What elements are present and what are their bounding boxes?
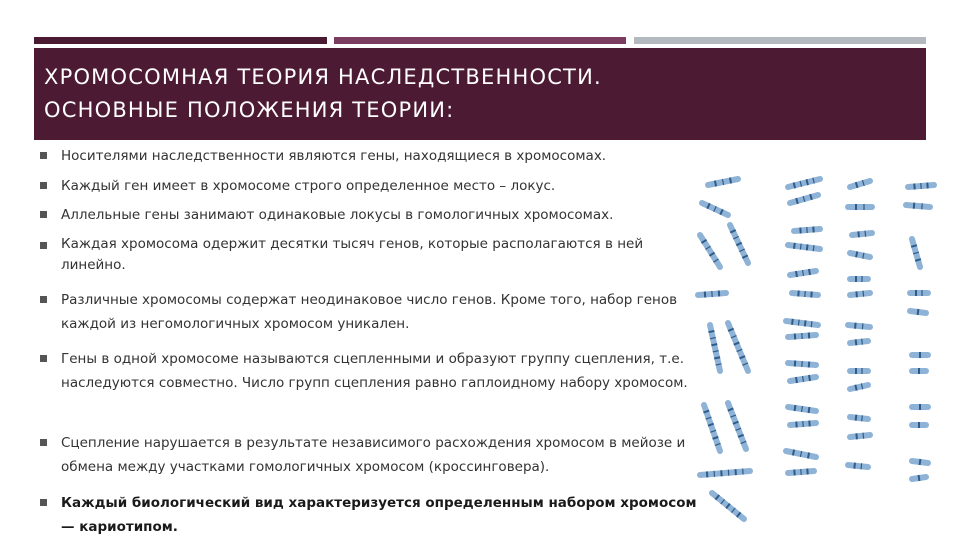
chromosome — [788, 178, 820, 189]
bullet-text: Носителями наследственности являются гены, находящиеся в хромосомах. — [61, 148, 607, 164]
chromosome — [712, 493, 744, 519]
chromosome — [912, 475, 926, 481]
chromosome — [700, 235, 720, 267]
chromosome — [794, 227, 820, 234]
chromosome — [728, 403, 746, 449]
karyotype-svg — [690, 175, 945, 530]
chromosome — [910, 290, 928, 296]
bullet-text: Каждый биологический вид характеризуется определенным набором хромосом — кариотипом. — [61, 495, 697, 535]
karyotype-chromosomes-illustration-icon — [690, 175, 945, 530]
bullet-text: Гены в одной хромосоме называются сцепленными и образуют группу сцепления, т.е. наследуются совместно. Число групп сцепления равно гаплоидному набору хромосом. — [61, 351, 688, 391]
chromosome — [790, 421, 816, 428]
chromosome — [792, 291, 818, 298]
chromosome — [850, 433, 870, 440]
bullet-text: Каждая хромосома одержит десятки тысяч генов, которые располагаются в ней линейно. — [61, 236, 644, 273]
accent-bar-gray — [634, 37, 926, 44]
chromosome — [790, 194, 818, 204]
bullet-item-6 — [40, 347, 705, 395]
bullet-item-5 — [40, 288, 705, 336]
chromosome — [848, 204, 872, 210]
chromosome — [850, 339, 868, 346]
bullet-item-4 — [40, 234, 705, 276]
title-banner — [34, 48, 926, 140]
bullet-item-2 — [40, 174, 705, 198]
chromosome — [850, 180, 870, 188]
bullet-text: Аллельные гены занимают одинаковые локусы в гомологичных хромосомах. — [61, 207, 614, 223]
chromosome — [850, 291, 870, 298]
chromosome — [788, 405, 816, 413]
chromosome — [912, 352, 928, 358]
chromosome — [702, 203, 728, 215]
bullet-item-8 — [40, 491, 705, 539]
chromosome — [912, 368, 926, 374]
chromosome — [908, 183, 934, 190]
chromosome — [850, 415, 868, 422]
chromosome — [910, 309, 926, 315]
chromosome — [786, 319, 818, 327]
bullet-item-7 — [40, 431, 705, 479]
chromosome — [850, 276, 868, 282]
bullet-item-1 — [40, 144, 705, 168]
chromosome — [786, 450, 816, 459]
chromosome — [911, 239, 921, 267]
chromosome — [708, 325, 721, 371]
bullet-item-3 — [40, 203, 705, 227]
chromosome — [708, 178, 738, 187]
chromosome — [850, 251, 870, 258]
chromosome — [912, 459, 928, 465]
bullet-text: Различные хромосомы содержат неодинаковое число генов. Кроме того, набор генов каждой из негомологичных хромосом уникален. — [61, 292, 678, 332]
chromosome — [912, 404, 928, 410]
chromosome — [788, 469, 814, 476]
accent-bar-plum — [334, 37, 626, 44]
slide-title-line-1: ХРОМОСОМНАЯ ТЕОРИЯ НАСЛЕДСТВЕННОСТИ. — [44, 65, 602, 89]
chromosome — [700, 469, 750, 478]
chromosome — [788, 333, 816, 340]
chromosome — [790, 269, 816, 277]
chromosome — [790, 375, 816, 383]
chromosome — [912, 422, 926, 428]
chromosome — [848, 323, 870, 330]
chromosome — [728, 323, 748, 371]
bullet-text: Сцепление нарушается в результате независимого расхождения хромосом в мейозе и обмена между участками гомологичных хромосом (кроссинговера). — [61, 435, 686, 475]
slide-title-line-2: ОСНОВНЫЕ ПОЛОЖЕНИЯ ТЕОРИИ: — [44, 98, 455, 122]
bullet-text: Каждый ген имеет в хромосоме строго определенное место – локус. — [61, 178, 556, 194]
chromosome — [788, 361, 816, 368]
accent-bar-dark — [34, 37, 327, 44]
chromosome — [852, 231, 872, 238]
chromosome — [850, 368, 868, 374]
chromosome — [698, 291, 726, 298]
chromosome — [906, 203, 930, 210]
chromosome — [850, 383, 868, 390]
chromosome — [703, 405, 720, 451]
chromosome — [848, 463, 868, 470]
chromosome — [788, 243, 820, 251]
chromosome — [730, 225, 748, 263]
slide-title — [44, 61, 602, 127]
